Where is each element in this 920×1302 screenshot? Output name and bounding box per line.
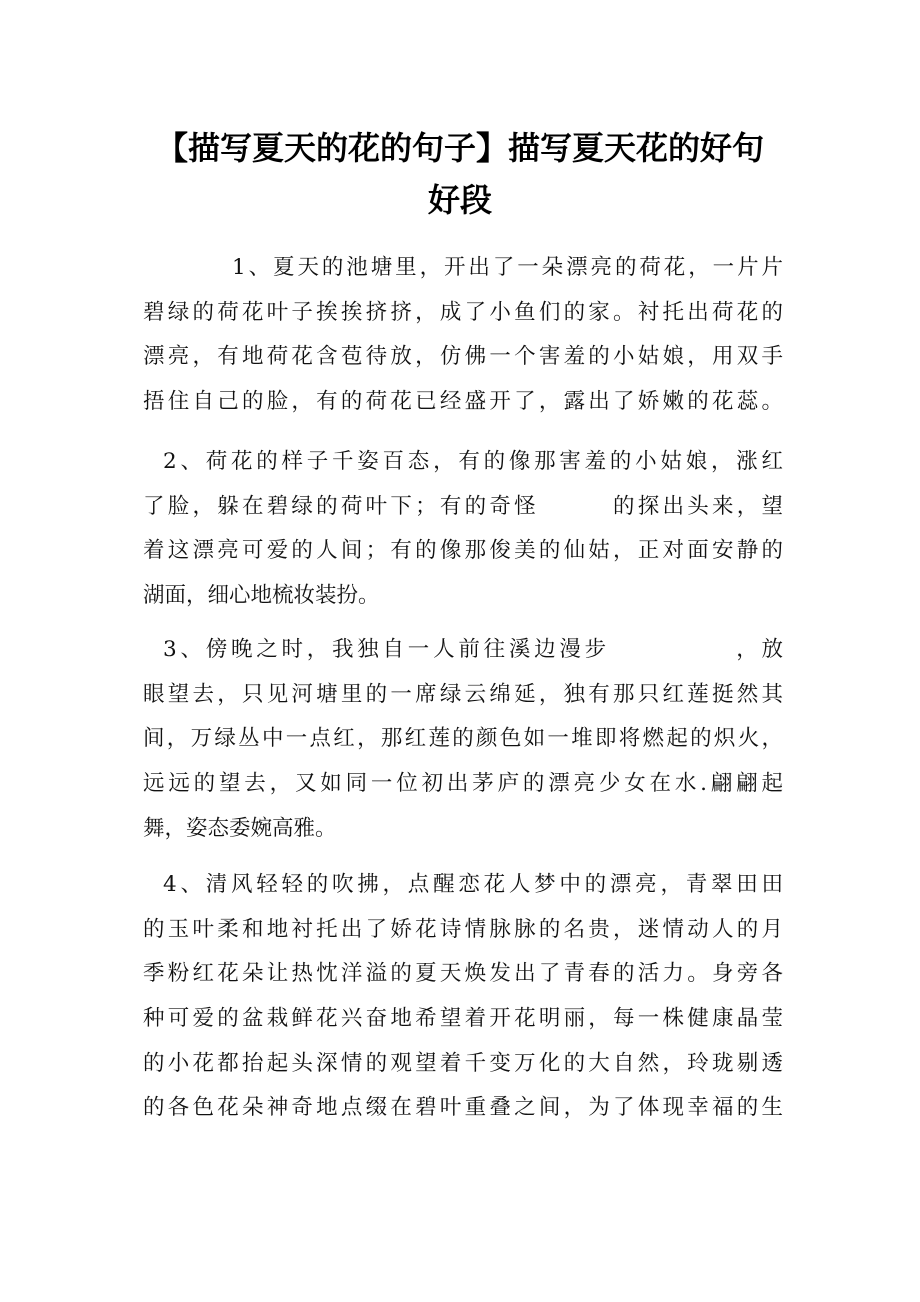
document-title-line-1: 【描写夏天的花的句子】描写夏天花的好句 bbox=[155, 129, 764, 167]
paragraph-2 bbox=[143, 440, 783, 619]
text-line: 舞，姿态委婉高雅。 bbox=[143, 815, 337, 841]
text-line: 的各色花朵神奇地点缀在碧叶重叠之间，为了体现幸福的生 bbox=[143, 1095, 783, 1121]
text-line: 捂住自己的脸，有的荷花已经盛开了，露出了娇嫩的花蕊。 bbox=[143, 389, 783, 415]
paragraph-1 bbox=[143, 246, 783, 425]
text-line: 种可爱的盆栽鲜花兴奋地希望着开花明丽，每一株健康晶莹 bbox=[143, 1006, 783, 1032]
text-line: 远远的望去，又如同一位初出茅庐的漂亮少女在水.翩翩起 bbox=[143, 771, 783, 797]
text-line: 2、荷花的样子千姿百态，有的像那害羞的小姑娘，涨红 bbox=[163, 449, 783, 474]
paragraph-3 bbox=[143, 628, 783, 851]
paragraph-4 bbox=[143, 863, 783, 1131]
text-line: 湖面，细心地梳妆装扮。 bbox=[143, 583, 380, 609]
text-line: 碧绿的荷花叶子挨挨挤挤，成了小鱼们的家。衬托出荷花的 bbox=[143, 299, 783, 325]
document-title-line-2: 好段 bbox=[427, 181, 492, 219]
text-line: 眼望去，只见河塘里的一席绿云绵延，独有那只红莲挺然其 bbox=[143, 681, 783, 707]
text-line: 的小花都抬起头深情的观望着千变万化的大自然，玲珑剔透 bbox=[143, 1050, 783, 1076]
text-line: 4、清风轻轻的吹拂，点醒恋花人梦中的漂亮，青翠田田 bbox=[163, 872, 783, 897]
text-line: 1、夏天的池塘里，开出了一朵漂亮的荷花，一片片 bbox=[232, 255, 783, 280]
text-line: 的玉叶柔和地衬托出了娇花诗情脉脉的名贵，迷情动人的月 bbox=[143, 916, 783, 942]
text-line: 季粉红花朵让热忱洋溢的夏天焕发出了青春的活力。身旁各 bbox=[143, 961, 783, 987]
text-line: 了脸，躲在碧绿的荷叶下；有的奇怪 的探出头来，望 bbox=[143, 493, 783, 519]
text-line: 漂亮，有地荷花含苞待放，仿佛一个害羞的小姑娘，用双手 bbox=[143, 344, 783, 370]
text-line: 间，万绿丛中一点红，那红莲的颜色如一堆即将燃起的炽火， bbox=[143, 726, 783, 752]
text-line: 3、傍晚之时，我独自一人前往溪边漫步 ，放 bbox=[163, 637, 783, 662]
text-line: 着这漂亮可爱的人间；有的像那俊美的仙姑，正对面安静的 bbox=[143, 538, 783, 564]
